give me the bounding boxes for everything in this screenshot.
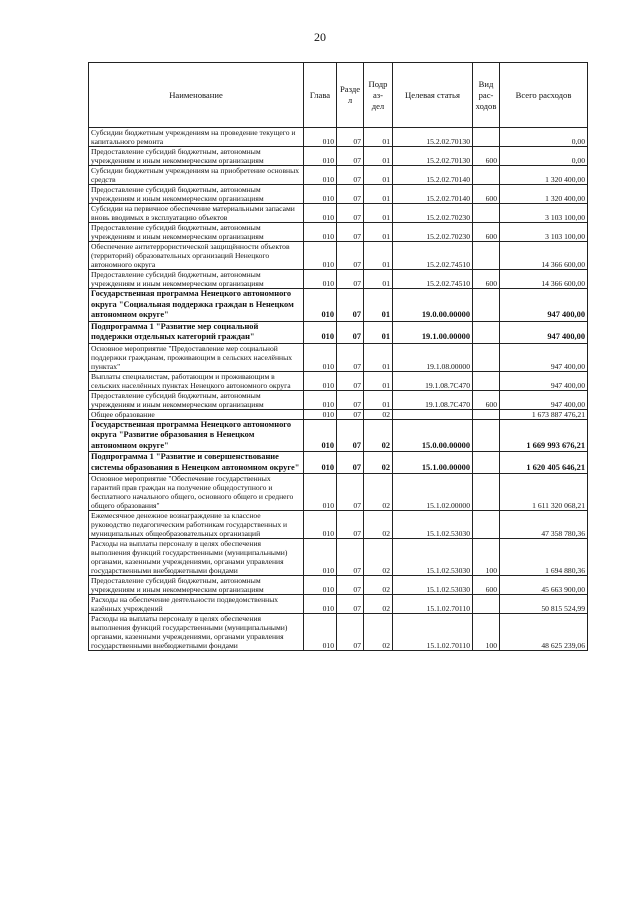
table-cell-target: 15.2.02.70130 [393,128,473,147]
table-cell-target: 15.1.02.00000 [393,474,473,511]
table-cell-glava: 010 [304,452,337,474]
table-cell-total: 45 663 900,00 [500,576,588,595]
table-cell-glava: 010 [304,223,337,242]
table-cell-podrazdel: 02 [364,474,393,511]
table-cell-glava: 010 [304,390,337,409]
table-cell-glava: 010 [304,270,337,289]
table-cell-total: 1 694 880,36 [500,539,588,576]
table-cell-glava: 010 [304,166,337,185]
table-cell-glava: 010 [304,128,337,147]
table-cell-total: 50 815 524,99 [500,595,588,614]
table-cell-razdel: 07 [337,474,364,511]
table-row [89,371,588,390]
table-cell-target: 15.2.02.74510 [393,270,473,289]
table-cell-total: 1 320 400,00 [500,166,588,185]
table-row [89,511,588,539]
table-cell-razdel: 07 [337,595,364,614]
table-row [89,166,588,185]
table-row [89,419,588,452]
table-cell-target: 15.2.02.70230 [393,223,473,242]
table-cell-glava: 010 [304,409,337,419]
table-cell-target: 19.1.08.7С470 [393,371,473,390]
table-cell-total: 1 320 400,00 [500,185,588,204]
table-cell-vid [473,321,500,343]
table-cell-razdel: 07 [337,371,364,390]
table-cell-name: Предоставление субсидий бюджетным, автономным учреждениям и иным некоммерческим организациям [89,147,304,166]
table-row [89,223,588,242]
table-cell-razdel: 07 [337,511,364,539]
table-cell-vid [473,511,500,539]
table-row [89,128,588,147]
table-cell-razdel: 07 [337,419,364,452]
table-cell-podrazdel: 01 [364,270,393,289]
table-cell-podrazdel: 02 [364,452,393,474]
table-cell-target: 15.1.00.00000 [393,452,473,474]
table-cell-podrazdel: 01 [364,147,393,166]
table-row [89,185,588,204]
table-cell-razdel: 07 [337,147,364,166]
table-cell-total: 1 673 887 476,21 [500,409,588,419]
table-row [89,390,588,409]
table-cell-vid: 600 [473,390,500,409]
table-cell-target: 15.2.02.70130 [393,147,473,166]
table-cell-podrazdel: 01 [364,185,393,204]
table-cell-target: 15.2.02.70230 [393,204,473,223]
table-cell-name: Ежемесячное денежное вознаграждение за классное руководство педагогическим работникам государственных и муниципальных общеобразовательных организаций [89,511,304,539]
table-cell-podrazdel: 01 [364,242,393,270]
table-cell-total: 1 669 993 676,21 [500,419,588,452]
table-cell-name: Субсидии бюджетным учреждениям на проведение текущего и капитального ремонта [89,128,304,147]
table-cell-name: Расходы на обеспечение деятельности подведомственных казённых учреждений [89,595,304,614]
table-row [89,474,588,511]
table-cell-glava: 010 [304,474,337,511]
table-cell-target: 15.1.02.53030 [393,511,473,539]
table-cell-glava: 010 [304,289,337,322]
page-number: 20 [314,30,326,44]
table-cell-vid: 100 [473,539,500,576]
table-cell-total: 947 400,00 [500,343,588,371]
header-vid: Вид рас- ходов [473,63,500,128]
table-cell-glava: 010 [304,595,337,614]
table-cell-total: 0,00 [500,128,588,147]
table-cell-total: 947 400,00 [500,371,588,390]
table-cell-target: 15.2.02.70140 [393,185,473,204]
table-cell-name: Общее образование [89,409,304,419]
table-cell-podrazdel: 01 [364,289,393,322]
table-cell-vid: 600 [473,185,500,204]
budget-table [88,62,588,651]
table-cell-total: 3 103 100,00 [500,223,588,242]
table-cell-vid [473,128,500,147]
table-row [89,452,588,474]
table-cell-total: 947 400,00 [500,321,588,343]
table-cell-name: Подпрограмма 1 "Развитие и совершенствование системы образования в Ненецком автономном округе" [89,452,304,474]
table-cell-glava: 010 [304,242,337,270]
table-cell-target: 19.0.00.00000 [393,289,473,322]
table-cell-total: 0,00 [500,147,588,166]
table-cell-name: Подпрограмма 1 "Развитие мер социальной поддержки отдельных категорий граждан" [89,321,304,343]
table-cell-name: Предоставление субсидий бюджетным, автономным учреждениям и иным некоммерческим организациям [89,576,304,595]
table-cell-name: Субсидии бюджетным учреждениям на приобретение основных средств [89,166,304,185]
table-cell-razdel: 07 [337,204,364,223]
table-cell-razdel: 07 [337,343,364,371]
header-glava: Глава [304,63,337,128]
table-cell-razdel: 07 [337,166,364,185]
table-cell-razdel: 07 [337,321,364,343]
table-cell-total: 947 400,00 [500,289,588,322]
table-cell-name: Основное мероприятие "Предоставление мер социальной поддержки гражданам, проживающим в сельских населённых пунктах" [89,343,304,371]
table-cell-target: 19.1.00.00000 [393,321,473,343]
table-row [89,289,588,322]
table-cell-podrazdel: 02 [364,409,393,419]
table-cell-total: 48 625 239,06 [500,614,588,651]
table-cell-target: 15.1.02.53030 [393,539,473,576]
table-cell-vid: 100 [473,614,500,651]
table-cell-razdel: 07 [337,185,364,204]
table-cell-name: Предоставление субсидий бюджетным, автономным учреждениям и иным некоммерческим организациям [89,185,304,204]
table-cell-glava: 010 [304,185,337,204]
table-cell-vid [473,419,500,452]
table-cell-target: 15.1.02.70110 [393,614,473,651]
table-cell-razdel: 07 [337,223,364,242]
table-cell-glava: 010 [304,371,337,390]
table-cell-target: 15.1.02.70110 [393,595,473,614]
table-cell-podrazdel: 01 [364,166,393,185]
table-cell-podrazdel: 02 [364,419,393,452]
table-cell-vid: 600 [473,147,500,166]
table-cell-podrazdel: 01 [364,343,393,371]
table-cell-podrazdel: 02 [364,576,393,595]
table-cell-podrazdel: 02 [364,614,393,651]
table-cell-name: Субсидии на первичное обеспечение материальными запасами вновь вводимых в эксплуатацию объектов [89,204,304,223]
table-cell-vid: 600 [473,576,500,595]
header-target: Целевая статья [393,63,473,128]
table-cell-razdel: 07 [337,576,364,595]
table-cell-target: 15.1.02.53030 [393,576,473,595]
table-cell-podrazdel: 01 [364,223,393,242]
table-cell-podrazdel: 02 [364,539,393,576]
header-razdel: Разде л [337,63,364,128]
table-cell-name: Расходы на выплаты персоналу в целях обеспечения выполнения функций государственными (муниципальными) органами, казенными учреждениями, органами управления государственными внебюджетными фондами [89,614,304,651]
table-cell-glava: 010 [304,539,337,576]
table-cell-target: 15.0.00.00000 [393,419,473,452]
table-cell-name: Государственная программа Ненецкого автономного округа "Развитие образования в Ненецком автономном округе" [89,419,304,452]
table-cell-total: 3 103 100,00 [500,204,588,223]
header-total: Всего расходов [500,63,588,128]
table-cell-target: 15.2.02.74510 [393,242,473,270]
table-cell-vid [473,371,500,390]
table-cell-razdel: 07 [337,539,364,576]
table-cell-total: 14 366 600,00 [500,242,588,270]
table-cell-name: Обеспечение антитеррористической защищённости объектов (территорий) образовательных организаций Ненецкого автономного округа [89,242,304,270]
table-cell-podrazdel: 01 [364,390,393,409]
table-row [89,409,588,419]
table-row [89,321,588,343]
table-cell-razdel: 07 [337,242,364,270]
table-cell-name: Основное мероприятие "Обеспечение государственных гарантий прав граждан на получение общедоступного и бесплатного начального общего, основного общего и среднего общего образования" [89,474,304,511]
table-cell-target: 19.1.08.00000 [393,343,473,371]
table-row [89,539,588,576]
table-cell-razdel: 07 [337,390,364,409]
table-cell-razdel: 07 [337,270,364,289]
table-cell-total: 14 366 600,00 [500,270,588,289]
table-cell-name: Государственная программа Ненецкого автономного округа "Социальная поддержка граждан в Ненецком автономном округе" [89,289,304,322]
header-name: Наименование [89,63,304,128]
table-cell-podrazdel: 02 [364,511,393,539]
table-cell-vid: 600 [473,223,500,242]
table-cell-podrazdel: 01 [364,371,393,390]
table-cell-glava: 010 [304,576,337,595]
table-row [89,614,588,651]
table-cell-glava: 010 [304,614,337,651]
table-row [89,242,588,270]
table-cell-glava: 010 [304,511,337,539]
table-row [89,204,588,223]
table-cell-vid: 600 [473,270,500,289]
table-cell-name: Предоставление субсидий бюджетным, автономным учреждениям и иным некоммерческим организациям [89,223,304,242]
table-cell-vid [473,343,500,371]
table-cell-name: Выплаты специалистам, работающим и проживающим в сельских населённых пунктах Ненецкого автономного округа [89,371,304,390]
table-cell-target: 15.2.02.70140 [393,166,473,185]
table-cell-razdel: 07 [337,409,364,419]
header-podrazdel: Подр аз- дел [364,63,393,128]
table-cell-vid [473,595,500,614]
table-cell-total: 947 400,00 [500,390,588,409]
table-cell-vid [473,452,500,474]
table-row [89,270,588,289]
table-cell-razdel: 07 [337,614,364,651]
table-cell-glava: 010 [304,204,337,223]
table-cell-glava: 010 [304,147,337,166]
table-cell-glava: 010 [304,321,337,343]
table-cell-podrazdel: 02 [364,595,393,614]
table-header-row [89,63,588,128]
table-body [89,128,588,651]
table-cell-podrazdel: 01 [364,321,393,343]
table-row [89,576,588,595]
table-cell-total: 1 620 405 646,21 [500,452,588,474]
table-cell-vid [473,204,500,223]
table-cell-razdel: 07 [337,452,364,474]
table-cell-target [393,409,473,419]
table-cell-podrazdel: 01 [364,128,393,147]
table-cell-name: Предоставление субсидий бюджетным, автономным учреждениям и иным некоммерческим организациям [89,270,304,289]
table-row [89,343,588,371]
table-cell-name: Расходы на выплаты персоналу в целях обеспечения выполнения функций государственными (муниципальными) органами, казенными учреждениями, органами управления государственными внебюджетными фондами [89,539,304,576]
table-cell-glava: 010 [304,343,337,371]
table-row [89,147,588,166]
table-cell-razdel: 07 [337,289,364,322]
table-cell-vid [473,409,500,419]
table-cell-total: 47 358 780,36 [500,511,588,539]
table-row [89,595,588,614]
table-cell-vid [473,242,500,270]
table-cell-vid [473,289,500,322]
table-cell-vid [473,474,500,511]
table-cell-razdel: 07 [337,128,364,147]
table-cell-total: 1 611 320 068,21 [500,474,588,511]
table-cell-glava: 010 [304,419,337,452]
table-cell-name: Предоставление субсидий бюджетным, автономным учреждениям и иным некоммерческим организациям [89,390,304,409]
table-cell-target: 19.1.08.7С470 [393,390,473,409]
table-cell-podrazdel: 01 [364,204,393,223]
table-cell-vid [473,166,500,185]
